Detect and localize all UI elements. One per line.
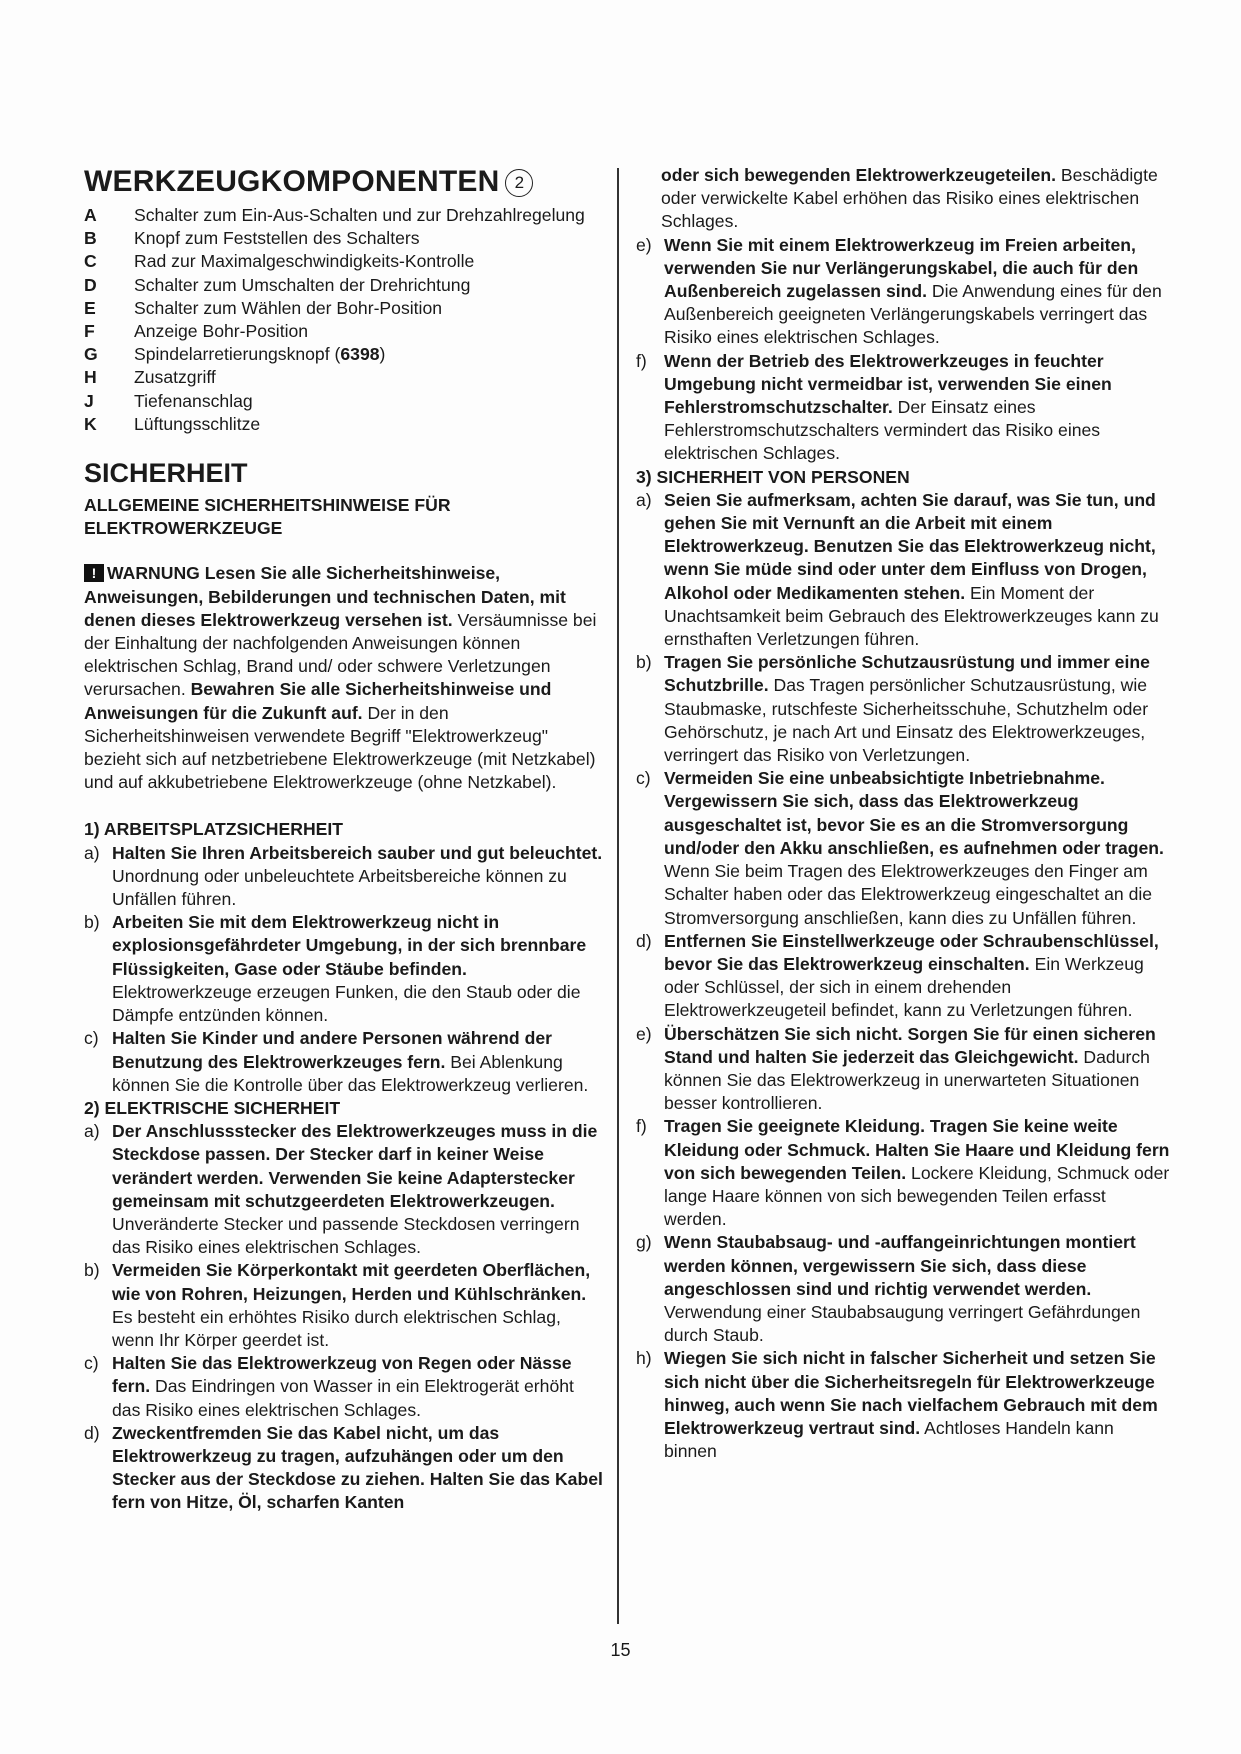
components-title: WERKZEUGKOMPONENTEN 2 — [84, 164, 604, 200]
list-item: G Spindelarretierungsknopf (6398) — [84, 344, 386, 365]
list-item: b) Tragen Sie persönliche Schutzausrüstung und immer eine Schutzbrille. Das Tragen persönlicher Schutzausrüstung, wie Staubmaske, rutschfeste Sicherheitsschuhe, Schutzhelm oder Gehörschutz, je nach Art und Einsatz des Elektrowerkzeuges, verringert das Risiko von Verletzungen. — [636, 652, 1150, 766]
page-number: 15 — [610, 1640, 631, 1660]
left-column — [84, 164, 604, 1515]
warning-paragraph: !WARNUNG Lesen Sie alle Sicherheitshinweise, Anweisungen, Bebilderungen und technischen Daten, mit denen dieses Elektrowerkzeug versehen ist. Versäumnisse bei der Einhaltung der nachfolgenden Anweisungen können elektrischen Schlag, Brand und/ oder schwere Verletzungen verursachen. Bewahren Sie alle Sicherheitshinweise und Anweisungen für die Zukunft auf. Der in den Sicherheitshinweisen verwendete Begriff "Elektrowerkzeug" bezieht sich auf netzbetriebene Elektrowerkzeuge (mit Netzkabel) und auf akkubetriebene Elektrowerkzeuge (ohne Netzkabel). — [84, 562, 604, 794]
list-item: e) Wenn Sie mit einem Elektrowerkzeug im Freien arbeiten, verwenden Sie nur Verlängerungskabel, die auch für den Außenbereich zugelassen sind. Die Anwendung eines für den Außenbereich geeigneten Verlängerungskabels verringert das Risiko eines elektrischen Schlages. — [636, 234, 1162, 348]
list-item: d) Entfernen Sie Einstellwerkzeuge oder Schraubenschlüssel, bevor Sie das Elektrowerkzeug einschalten. Ein Werkzeug oder Schlüssel, der sich in einem drehenden Elektrowerkzeugeteil befindet, kann zu Verletzungen führen. — [636, 930, 1159, 1021]
list-item-continued: oder sich bewegenden Elektrowerkzeugeteilen. Beschädigte oder verwickelte Kabel erhöhen das Risiko eines elektrischen Schlages. — [661, 165, 1158, 232]
list-item: D Schalter zum Umschalten der Drehrichtung — [84, 274, 471, 295]
list-item: J Tiefenanschlag — [84, 390, 253, 411]
list-item: A Schalter zum Ein-Aus-Schalten und zur Drehzahlregelung — [84, 205, 585, 225]
list-item: a) Halten Sie Ihren Arbeitsbereich sauber und gut beleuchtet. Unordnung oder unbeleuchtete Arbeitsbereiche können zu Unfällen führen. — [84, 842, 603, 910]
list-item: h) Wiegen Sie sich nicht in falscher Sicherheit und setzen Sie sich nicht über die Sicherheitsregeln für Elektrowerkzeuge hinweg, auch wenn Sie nach vielfachem Gebrauch mit dem Elektrowerkzeug vertraut sind. Achtloses Handeln kann binnen — [636, 1348, 1158, 1462]
list-item: c) Halten Sie Kinder und andere Personen während der Benutzung des Elektrowerkzeuges fern. Bei Ablenkung können Sie die Kontrolle über das Elektrowerkzeug verlieren. — [84, 1028, 589, 1095]
list-item: F Anzeige Bohr-Position — [84, 321, 309, 342]
column-divider — [617, 168, 619, 1624]
group-title: 1) ARBEITSPLATZSICHERHEIT — [84, 819, 344, 840]
list-item: f) Tragen Sie geeignete Kleidung. Tragen Sie keine weite Kleidung oder Schmuck. Halten Sie Haare und Kleidung fern von sich bewegenden Teilen. Lockere Kleidung, Schmuck oder lange Haare können von sich bewegenden Teilen erfasst werden. — [636, 1116, 1170, 1230]
list-item: f) Wenn der Betrieb des Elektrowerkzeuges in feuchter Umgebung nicht vermeidbar ist, verwenden Sie einen Fehlerstromschutzschalter. Der Einsatz eines Fehlerstromschutzschalters vermindert das Risiko eines elektrischen Schlages. — [636, 350, 1112, 464]
safety-title: SICHERHEIT — [84, 458, 248, 489]
list-item: g) Wenn Staubabsaug- und -auffangeinrichtungen montiert werden können, vergewissern Sie sich, dass diese angeschlossen sind und richtig verwendet werden. Verwendung einer Staubabsaugung verringert Gefährdungen durch Staub. — [636, 1232, 1141, 1346]
list-item: c) Vermeiden Sie eine unbeabsichtigte Inbetriebnahme. Vergewissern Sie sich, dass das Elektrowerkzeug ausgeschaltet ist, bevor Sie es an die Stromversorgung und/oder den Akku anschließen, es aufnehmen oder tragen. Wenn Sie beim Tragen des Elektrowerkzeuges den Finger am Schalter haben oder das Elektrowerkzeug eingeschaltet an die Stromversorgung anschließen, kann dies zu Unfällen führen. — [636, 768, 1164, 928]
warning-triangle-icon — [84, 564, 104, 582]
list-item: K Lüftungsschlitze — [84, 413, 261, 434]
list-item: c) Halten Sie das Elektrowerkzeug von Regen oder Nässe fern. Das Eindringen von Wasser in ein Elektrogerät erhöht das Risiko eines elektrischen Schlages. — [84, 1353, 574, 1420]
figure-ref-badge: 2 — [505, 169, 533, 197]
component-list — [84, 204, 604, 436]
list-item: e) Überschätzen Sie sich nicht. Sorgen Sie für einen sicheren Stand und halten Sie jederzeit das Gleichgewicht. Dadurch können Sie das Elektrowerkzeug in unerwarteten Situationen besser kontrollieren. — [636, 1023, 1156, 1114]
right-column — [636, 164, 1171, 1463]
list-item: C Rad zur Maximalgeschwindigkeits-Kontrolle — [84, 251, 475, 272]
list-item: H Zusatzgriff — [84, 367, 216, 388]
group-title: 3) SICHERHEIT VON PERSONEN — [636, 466, 910, 487]
list-item: B Knopf zum Feststellen des Schalters — [84, 228, 420, 249]
group-title: 2) ELEKTRISCHE SICHERHEIT — [84, 1097, 341, 1118]
list-item: b) Vermeiden Sie Körperkontakt mit geerdeten Oberflächen, wie von Rohren, Heizungen, Herden und Kühlschränken. Es besteht ein erhöhtes Risiko durch elektrischen Schlag, wenn Ihr Körper geerdet ist. — [84, 1260, 591, 1350]
list-item: a) Seien Sie aufmerksam, achten Sie darauf, was Sie tun, und gehen Sie mit Vernunft an die Arbeit mit einem Elektrowerkzeug. Benutzen Sie das Elektrowerkzeug nicht, wenn Sie müde sind oder unter dem Einfluss von Drogen, Alkohol oder Medikamenten stehen. Ein Moment der Unachtsamkeit beim Gebrauch des Elektrowerkzeuges kann zu ernsthaften Verletzungen führen. — [636, 489, 1159, 650]
list-item: a) Der Anschlussstecker des Elektrowerkzeuges muss in die Steckdose passen. Der Stecker darf in keiner Weise verändert werden. Verwenden Sie keine Adapterstecker gemeinsam mit schutzgeerdeten Elektrowerkzeugen. Unveränderte Stecker und passende Steckdosen verringern das Risiko eines elektrischen Schlages. — [84, 1121, 598, 1258]
list-item-split: d) Zweckentfremden Sie das Kabel nicht, um das Elektrowerkzeug zu tragen, aufzuhängen oder um den Stecker aus der Steckdose zu ziehen. Halten Sie das Kabel fern von Hitze, Öl, scharfen Kanten — [84, 1422, 603, 1513]
list-item: b) Arbeiten Sie mit dem Elektrowerkzeug nicht in explosionsgefährdeter Umgebung, in der sich brennbare Flüssigkeiten, Gase oder Stäube befinden. Elektrowerkzeuge erzeugen Funken, die den Staub oder die Dämpfe entzünden können. — [84, 912, 587, 1026]
list-item: E Schalter zum Wählen der Bohr-Position — [84, 297, 443, 318]
safety-subtitle: ALLGEMEINE SICHERHEITSHINWEISE FÜR ELEKTROWERKZEUGE — [84, 495, 451, 539]
